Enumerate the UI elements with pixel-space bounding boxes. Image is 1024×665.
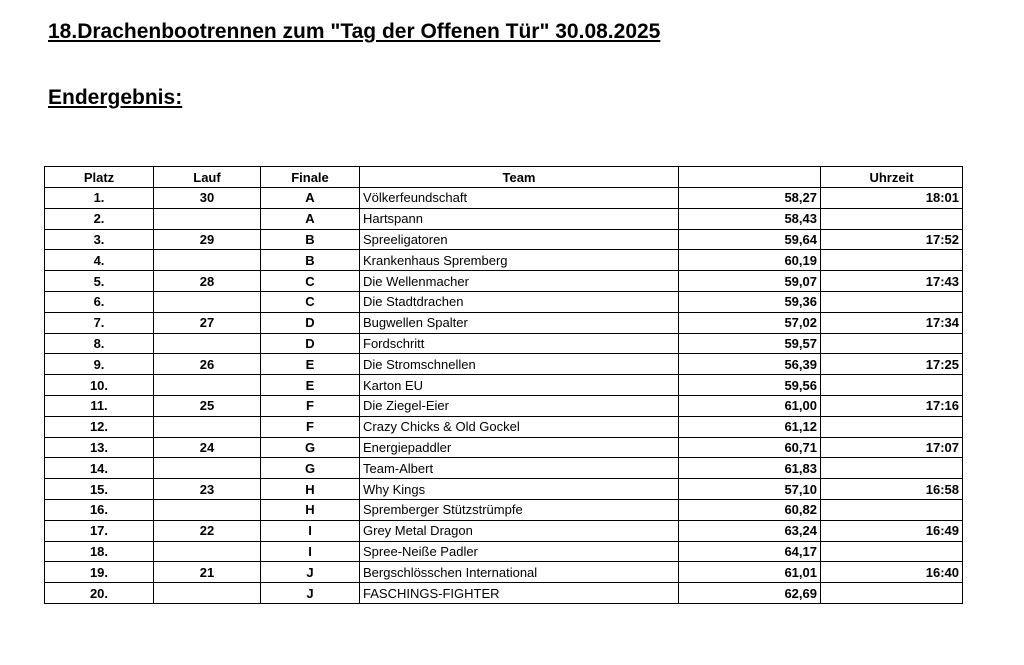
cell-uhrzeit: 17:34 [821, 312, 963, 333]
cell-platz: 7. [45, 312, 154, 333]
cell-team: Völkerfeundschaft [360, 188, 679, 209]
table-row [45, 208, 963, 229]
cell-uhrzeit [821, 416, 963, 437]
table-row [45, 333, 963, 354]
cell-zeit: 57,10 [679, 479, 821, 500]
cell-uhrzeit: 18:01 [821, 188, 963, 209]
cell-platz: 2. [45, 208, 154, 229]
table-row [45, 271, 963, 292]
cell-zeit: 60,71 [679, 437, 821, 458]
table-row [45, 437, 963, 458]
cell-team: Why Kings [360, 479, 679, 500]
cell-team: Crazy Chicks & Old Gockel [360, 416, 679, 437]
cell-platz: 3. [45, 229, 154, 250]
cell-platz: 20. [45, 583, 154, 604]
cell-uhrzeit [821, 250, 963, 271]
cell-zeit: 61,00 [679, 395, 821, 416]
cell-finale: G [261, 458, 360, 479]
table-row [45, 229, 963, 250]
cell-platz: 4. [45, 250, 154, 271]
cell-finale: F [261, 416, 360, 437]
cell-team: Hartspann [360, 208, 679, 229]
cell-team: Fordschritt [360, 333, 679, 354]
table-row [45, 291, 963, 312]
cell-zeit: 63,24 [679, 520, 821, 541]
header-finale: Finale [261, 167, 360, 188]
cell-finale: E [261, 375, 360, 396]
cell-uhrzeit: 17:16 [821, 395, 963, 416]
results-table-header [45, 167, 963, 188]
cell-uhrzeit: 17:52 [821, 229, 963, 250]
cell-uhrzeit: 16:40 [821, 562, 963, 583]
cell-team: Die Wellenmacher [360, 271, 679, 292]
cell-uhrzeit: 17:07 [821, 437, 963, 458]
cell-finale: C [261, 271, 360, 292]
cell-uhrzeit [821, 333, 963, 354]
cell-zeit: 61,01 [679, 562, 821, 583]
table-row [45, 354, 963, 375]
cell-uhrzeit [821, 541, 963, 562]
cell-finale: C [261, 291, 360, 312]
cell-platz: 18. [45, 541, 154, 562]
cell-lauf [154, 375, 261, 396]
header-row [45, 167, 963, 188]
results-table-body [45, 188, 963, 604]
cell-team: Team-Albert [360, 458, 679, 479]
table-row [45, 458, 963, 479]
table-row [45, 375, 963, 396]
cell-zeit: 59,36 [679, 291, 821, 312]
cell-lauf: 30 [154, 188, 261, 209]
table-row [45, 416, 963, 437]
cell-lauf [154, 458, 261, 479]
cell-zeit: 64,17 [679, 541, 821, 562]
cell-zeit: 62,69 [679, 583, 821, 604]
cell-team: Die Stadtdrachen [360, 291, 679, 312]
table-row [45, 541, 963, 562]
cell-zeit: 59,64 [679, 229, 821, 250]
cell-team: Die Ziegel-Eier [360, 395, 679, 416]
cell-zeit: 57,02 [679, 312, 821, 333]
table-row [45, 188, 963, 209]
cell-zeit: 61,83 [679, 458, 821, 479]
cell-uhrzeit [821, 499, 963, 520]
cell-platz: 17. [45, 520, 154, 541]
cell-team: Energiepaddler [360, 437, 679, 458]
cell-finale: D [261, 312, 360, 333]
cell-uhrzeit [821, 291, 963, 312]
cell-lauf: 22 [154, 520, 261, 541]
cell-finale: J [261, 583, 360, 604]
cell-zeit: 59,07 [679, 271, 821, 292]
cell-platz: 10. [45, 375, 154, 396]
cell-platz: 15. [45, 479, 154, 500]
header-lauf: Lauf [154, 167, 261, 188]
cell-zeit: 56,39 [679, 354, 821, 375]
cell-team: Bergschlösschen International [360, 562, 679, 583]
cell-platz: 13. [45, 437, 154, 458]
cell-lauf [154, 416, 261, 437]
cell-lauf [154, 208, 261, 229]
cell-uhrzeit [821, 208, 963, 229]
cell-finale: F [261, 395, 360, 416]
cell-finale: H [261, 499, 360, 520]
cell-team: Bugwellen Spalter [360, 312, 679, 333]
cell-lauf: 21 [154, 562, 261, 583]
cell-finale: A [261, 208, 360, 229]
table-row [45, 583, 963, 604]
table-row [45, 312, 963, 333]
cell-zeit: 59,56 [679, 375, 821, 396]
header-team: Team [360, 167, 679, 188]
document-title: 18.Drachenbootrennen zum "Tag der Offenen Tür" 30.08.2025 [48, 20, 661, 43]
cell-platz: 9. [45, 354, 154, 375]
cell-lauf [154, 333, 261, 354]
cell-zeit: 59,57 [679, 333, 821, 354]
document-subtitle: Endergebnis: [48, 86, 183, 109]
table-row [45, 479, 963, 500]
cell-lauf [154, 583, 261, 604]
cell-zeit: 60,19 [679, 250, 821, 271]
cell-lauf [154, 499, 261, 520]
cell-uhrzeit [821, 458, 963, 479]
cell-team: Karton EU [360, 375, 679, 396]
cell-lauf: 24 [154, 437, 261, 458]
cell-lauf: 27 [154, 312, 261, 333]
cell-team: Grey Metal Dragon [360, 520, 679, 541]
results-table [44, 166, 963, 604]
cell-platz: 1. [45, 188, 154, 209]
cell-finale: H [261, 479, 360, 500]
cell-lauf [154, 250, 261, 271]
cell-uhrzeit: 16:58 [821, 479, 963, 500]
cell-uhrzeit [821, 583, 963, 604]
cell-platz: 19. [45, 562, 154, 583]
cell-finale: B [261, 250, 360, 271]
cell-uhrzeit: 17:25 [821, 354, 963, 375]
cell-platz: 8. [45, 333, 154, 354]
table-row [45, 520, 963, 541]
cell-lauf: 23 [154, 479, 261, 500]
cell-team: FASCHINGS-FIGHTER [360, 583, 679, 604]
cell-lauf: 28 [154, 271, 261, 292]
cell-lauf: 26 [154, 354, 261, 375]
table-row [45, 562, 963, 583]
cell-finale: B [261, 229, 360, 250]
cell-uhrzeit: 16:49 [821, 520, 963, 541]
cell-platz: 6. [45, 291, 154, 312]
cell-platz: 16. [45, 499, 154, 520]
cell-finale: I [261, 520, 360, 541]
cell-team: Spree-Neiße Padler [360, 541, 679, 562]
table-row [45, 499, 963, 520]
cell-platz: 5. [45, 271, 154, 292]
cell-team: Krankenhaus Spremberg [360, 250, 679, 271]
cell-zeit: 58,27 [679, 188, 821, 209]
cell-finale: E [261, 354, 360, 375]
cell-finale: I [261, 541, 360, 562]
cell-team: Die Stromschnellen [360, 354, 679, 375]
cell-team: Spremberger Stützstrümpfe [360, 499, 679, 520]
cell-finale: D [261, 333, 360, 354]
cell-uhrzeit: 17:43 [821, 271, 963, 292]
header-platz: Platz [45, 167, 154, 188]
cell-lauf [154, 291, 261, 312]
table-row [45, 395, 963, 416]
cell-zeit: 60,82 [679, 499, 821, 520]
cell-finale: G [261, 437, 360, 458]
header-uhrzeit: Uhrzeit [821, 167, 963, 188]
cell-team: Spreeligatoren [360, 229, 679, 250]
cell-lauf: 25 [154, 395, 261, 416]
cell-lauf: 29 [154, 229, 261, 250]
cell-lauf [154, 541, 261, 562]
cell-finale: J [261, 562, 360, 583]
cell-zeit: 58,43 [679, 208, 821, 229]
table-row [45, 250, 963, 271]
cell-zeit: 61,12 [679, 416, 821, 437]
cell-platz: 12. [45, 416, 154, 437]
cell-platz: 11. [45, 395, 154, 416]
cell-platz: 14. [45, 458, 154, 479]
cell-finale: A [261, 188, 360, 209]
cell-uhrzeit [821, 375, 963, 396]
header-zeit [679, 167, 821, 188]
